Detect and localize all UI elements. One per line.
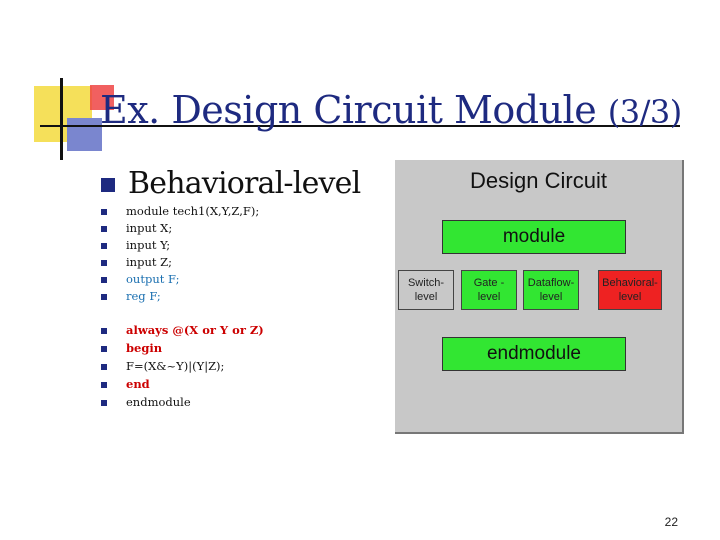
code-line: input X; <box>126 221 173 235</box>
design-circuit-title: Design Circuit <box>470 168 607 193</box>
code-line: reg F; <box>126 289 161 303</box>
code-bullet-icon <box>101 209 107 215</box>
title-decoration-vertical-line <box>60 78 63 160</box>
code-bullet-icon <box>101 226 107 232</box>
code-line: always @(X or Y or Z) <box>126 323 264 337</box>
code-bullet-icon <box>101 260 107 266</box>
code-line: module tech1(X,Y,Z,F); <box>126 204 260 218</box>
page-number: 22 <box>664 515 678 529</box>
main-bullet-icon <box>101 178 115 192</box>
code-bullet-icon <box>101 382 107 388</box>
code-line: begin <box>126 341 163 355</box>
code-line: input Y; <box>126 238 171 252</box>
level-box-dataflow: Dataflow-level <box>523 270 579 310</box>
code-bullet-icon <box>101 328 107 334</box>
slide-title-suffix: (3/3) <box>607 93 682 131</box>
code-line: end <box>126 377 150 391</box>
code-line: output F; <box>126 272 180 286</box>
slide-title <box>100 88 682 132</box>
module-box: module <box>442 220 626 254</box>
code-line: endmodule <box>126 395 191 409</box>
level-box-behavioral: Behavioral-level <box>598 270 662 310</box>
code-bullet-icon <box>101 400 107 406</box>
code-bullet-icon <box>101 294 107 300</box>
slide-title-main: Ex. Design Circuit Module <box>100 88 597 132</box>
main-bullet-text: Behavioral-level <box>128 166 361 201</box>
level-box-switch: Switch-level <box>398 270 454 310</box>
code-line: input Z; <box>126 255 172 269</box>
code-line: F=(X&~Y)|(Y|Z); <box>126 359 225 373</box>
code-bullet-icon <box>101 364 107 370</box>
code-bullet-icon <box>101 243 107 249</box>
level-box-gate: Gate - level <box>461 270 517 310</box>
code-bullet-icon <box>101 277 107 283</box>
endmodule-box: endmodule <box>442 337 626 371</box>
code-bullet-icon <box>101 346 107 352</box>
title-decoration-blue <box>67 118 102 151</box>
